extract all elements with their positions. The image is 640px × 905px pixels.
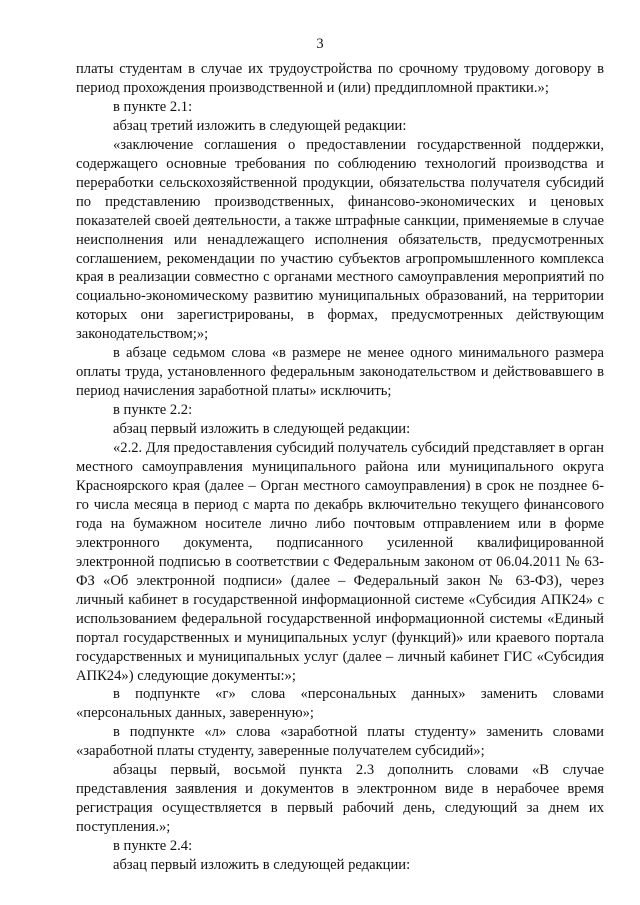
paragraph-abzac-seventh-exclusion: в абзаце седьмом слова «в размере не менее одного минимального размера оплаты труда, установленного федеральным законодательством и действовавшего в период начисления заработной платы» исключить; (76, 345, 604, 400)
paragraph-clause-2-4: в пункте 2.4: (113, 838, 193, 855)
page-number: 3 (316, 36, 324, 52)
paragraph-clause-2-1: в пункте 2.1: (113, 98, 193, 115)
paragraph-clause-2-3-addition: абзацы первый, восьмой пункта 2.3 дополнить словами «В случае представления заявления и документов в электронном виде в нерабочее время регистрация осуществляется в первый рабочий день, следующий за днем их поступления.»; (76, 762, 604, 836)
paragraph-abzac-third-instruction: абзац третий изложить в следующей редакции: (113, 117, 407, 134)
paragraph-clause-2-2: в пункте 2.2: (113, 402, 193, 419)
paragraph-clause-2-2-text: «2.2. Для предоставления субсидий получатель субсидий представляет в орган местного самоуправления муниципального района или муниципального округа Красноярского края (далее – Орган местного самоуправления) в срок не позднее 6-го числа месяца в период с марта по декабрь включительно текущего финансового года на бумажном носителе лично либо почтовым отправлением или в форме электронного документа, подписанного усиленной квалифицированной электронной подписью в соответствии с Федеральным законом от 06.04.2011 № 63-ФЗ «Об электронной подписи» (далее – Федеральный закон № 63-ФЗ), через личный кабинет в государственной информационной системе «Субсидия АПК24» с использованием федеральной государственной информационной системы «Единый портал государственных и муниципальных услуг (функций)» или краевого портала государственных и муниципальных услуг (далее – личный кабинет ГИС «Субсидия АПК24») следующие документы:»; (76, 440, 604, 684)
paragraph-subclause-l: в подпункте «л» слова «заработной платы студенту» заменить словами «заработной платы студенту, заверенные получателем субсидий»; (76, 724, 604, 760)
paragraph-agreement-conclusion: «заключение соглашения о предоставлении государственной поддержки, содержащего основные требования по соблюдению технологий производства и переработки сельскохозяйственной продукции, обязательства получателя субсидий по представлению производственных, финансово-экономических и ценовых показателей своей деятельности, а также штрафные санкции, применяемые в случае неисполнения или ненадлежащего исполнения обязательств, предусмотренных соглашением, рекомендации по участию субъектов агропромышленного комплекса края в реализации совместно с органами местного самоуправления мероприятий по социально-экономическому развитию муниципальных образований, на территории которых они зарегистрированы, в формах, предусмотренных действующим законодательством;»; (76, 136, 604, 343)
paragraph-abzac-first-instruction: абзац первый изложить в следующей редакции: (113, 421, 411, 438)
paragraph-continuation-practice-payment: платы студентам в случае их трудоустройства по срочному трудовому договору в период прохождения производственной и (или) преддипломной практики.»; (76, 61, 604, 96)
document-body (76, 60, 604, 875)
paragraph-abzac-first-instruction-2: абзац первый изложить в следующей редакции: (113, 857, 411, 874)
paragraph-subclause-g: в подпункте «г» слова «персональных данных» заменить словами «персональных данных, заверенную»; (76, 686, 604, 722)
